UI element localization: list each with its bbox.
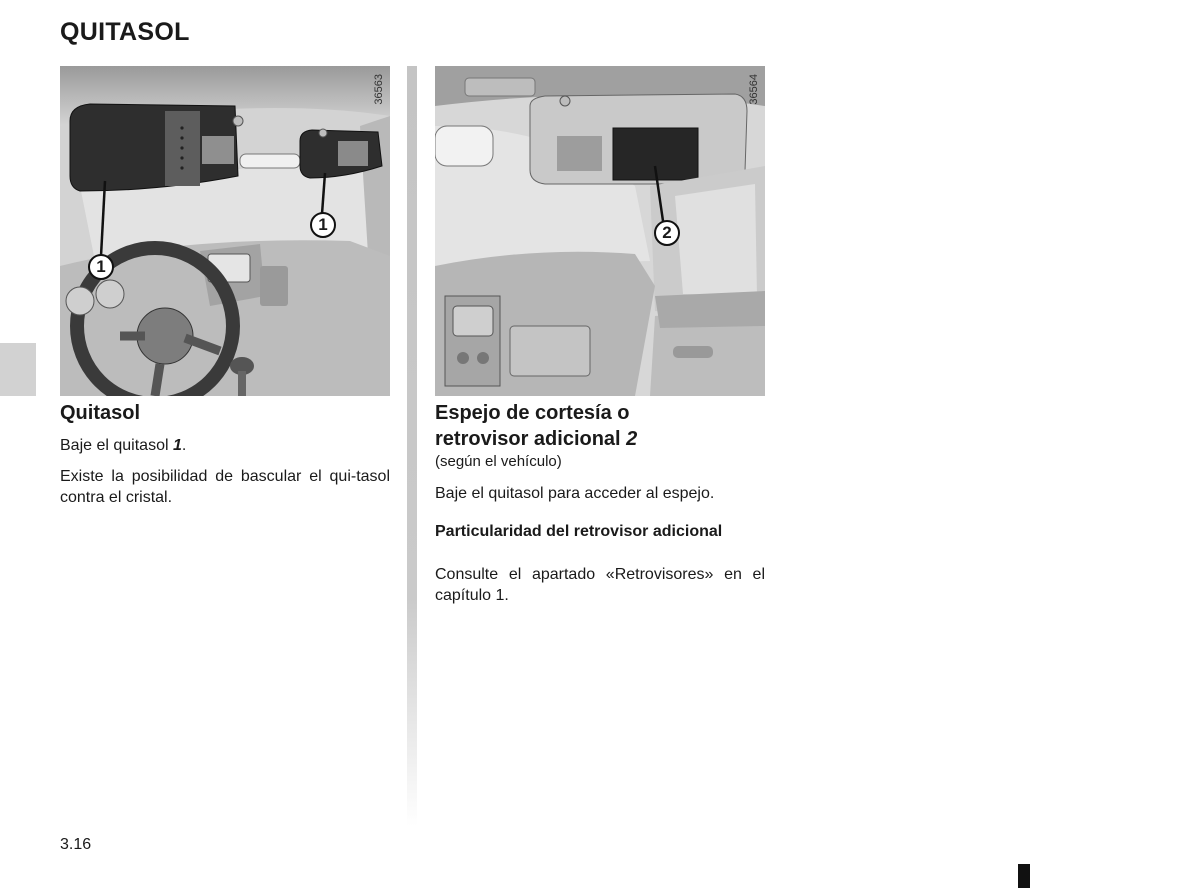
heading-line-2: retrovisor adicional 2: [435, 428, 638, 450]
chapter-tab: [0, 343, 36, 396]
figure-reference: 36564: [748, 74, 760, 105]
column-divider: [407, 66, 417, 826]
section-heading-quitasol: Quitasol: [60, 402, 141, 424]
sun-visor-illustration: [60, 66, 390, 396]
heading-line-1: Espejo de cortesía o: [435, 402, 630, 424]
subheading-particularity: Particularidad del retrovisor adicional: [435, 523, 723, 540]
reference-number: 1: [172, 437, 182, 454]
callout-1: 1: [310, 212, 336, 238]
vanity-mirror-drawing: [435, 66, 765, 396]
vanity-mirror-illustration: [435, 66, 765, 396]
mirror-instruction: Baje el quitasol para acceder al espejo.: [435, 485, 715, 502]
sun-visor-drawing: [60, 66, 390, 396]
callout-1: 1: [88, 254, 114, 280]
page-title: QUITASOL: [60, 18, 190, 46]
see-mirrors-paragraph: Consulte el apartado «Retrovisores» en el capítulo 1.: [435, 566, 765, 604]
availability-note: (según el vehículo): [435, 453, 562, 470]
corner-mark: [1018, 864, 1030, 888]
instruction-paragraph: [60, 435, 390, 456]
figure-reference: 36563: [373, 74, 385, 105]
reference-number: 2: [626, 428, 638, 450]
callout-2: 2: [654, 220, 680, 246]
page-number: 3.16: [60, 836, 92, 853]
instruction-text: Baje el quitasol: [60, 437, 173, 454]
instruction-text-end: .: [181, 437, 187, 454]
section-heading-mirror: [435, 400, 775, 452]
tilt-paragraph: Existe la posibilidad de bascular el qui-tasol contra el cristal.: [60, 468, 390, 506]
